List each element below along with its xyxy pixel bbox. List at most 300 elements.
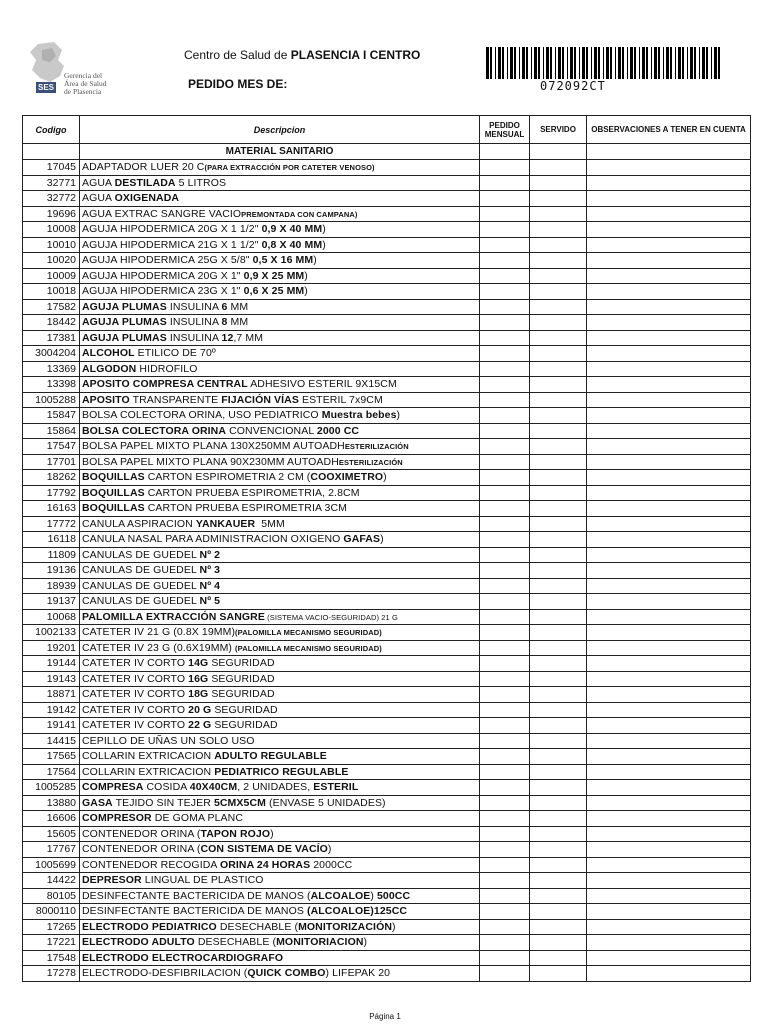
description-text: CATETER IV 21 G (0.8X 19MM) (82, 626, 236, 639)
observaciones-cell[interactable] (587, 640, 751, 656)
servido-cell[interactable] (530, 361, 587, 377)
description-text: MM (227, 316, 249, 329)
barcode-bar (522, 47, 525, 79)
servido-cell[interactable] (530, 795, 587, 811)
table-row (23, 594, 751, 610)
item-code: 1005288 (23, 392, 80, 408)
pedido-cell[interactable] (480, 594, 530, 610)
description-text: INSULINA (166, 316, 222, 329)
barcode-bar (610, 47, 612, 79)
servido-cell[interactable] (530, 609, 587, 625)
observaciones-cell[interactable] (587, 253, 751, 269)
servido-cell[interactable] (530, 160, 587, 176)
pedido-cell[interactable] (480, 764, 530, 780)
servido-cell[interactable] (530, 315, 587, 331)
item-description (80, 392, 480, 408)
servido-cell[interactable] (530, 811, 587, 827)
item-code: 18939 (23, 578, 80, 594)
barcode-bar (574, 47, 576, 79)
pedido-cell[interactable] (480, 609, 530, 625)
servido-cell[interactable] (530, 346, 587, 362)
pedido-cell[interactable] (480, 950, 530, 966)
servido-cell[interactable] (530, 594, 587, 610)
table-row (23, 625, 751, 641)
servido-cell[interactable] (530, 408, 587, 424)
pedido-cell[interactable] (480, 919, 530, 935)
description-text: AGUJA PLUMAS (82, 331, 167, 344)
pedido-cell[interactable] (480, 780, 530, 796)
description-text: CANULAS DE GUEDEL (82, 548, 200, 561)
pedido-cell[interactable] (480, 718, 530, 734)
item-description (80, 950, 480, 966)
pedido-cell[interactable] (480, 237, 530, 253)
description-text: BOQUILLAS (82, 486, 145, 499)
observaciones-cell[interactable] (587, 625, 751, 641)
table-row (23, 330, 751, 346)
observaciones-cell[interactable] (587, 222, 751, 238)
servido-cell[interactable] (530, 578, 587, 594)
servido-cell[interactable] (530, 687, 587, 703)
pedido-cell[interactable] (480, 377, 530, 393)
description-text: AGUJA HIPODERMICA 21G X 1 1/2" (82, 238, 262, 251)
item-description (80, 702, 480, 718)
item-code: 17278 (23, 966, 80, 982)
barcode-number: 072092CT (540, 79, 606, 93)
pedido-cell[interactable] (480, 361, 530, 377)
barcode-bar (627, 47, 628, 79)
observaciones-cell[interactable] (587, 206, 751, 222)
barcode-bar (666, 47, 669, 79)
servido-cell[interactable] (530, 532, 587, 548)
item-code: 10010 (23, 237, 80, 253)
item-description (80, 470, 480, 486)
pedido-cell[interactable] (480, 795, 530, 811)
item-description (80, 222, 480, 238)
servido-cell[interactable] (530, 718, 587, 734)
description-text: ) (363, 936, 368, 949)
barcode-bar (651, 47, 652, 79)
observaciones-cell[interactable] (587, 439, 751, 455)
barcode-bar (543, 47, 544, 79)
servido-cell[interactable] (530, 873, 587, 889)
observaciones-cell[interactable] (587, 346, 751, 362)
barcode-bar (690, 47, 693, 79)
description-text: ESTERIL (313, 781, 359, 794)
servido-cell[interactable] (530, 485, 587, 501)
servido-cell[interactable] (530, 857, 587, 873)
description-text: PALOMILLA EXTRACCIÓN SANGRE (82, 610, 265, 623)
observaciones-cell[interactable] (587, 888, 751, 904)
servido-cell[interactable] (530, 516, 587, 532)
pedido-cell[interactable] (480, 857, 530, 873)
section-title: MATERIAL SANITARIO (80, 144, 480, 160)
observaciones-cell[interactable] (587, 795, 751, 811)
item-description (80, 346, 480, 362)
pedido-cell[interactable] (480, 160, 530, 176)
pedido-cell[interactable] (480, 873, 530, 889)
servido-cell[interactable] (530, 563, 587, 579)
description-text: (PARA EXTRACCIÓN POR CATETER VENOSO) (204, 163, 375, 173)
col-descripcion: Descripcion (80, 116, 480, 144)
item-code: 17547 (23, 439, 80, 455)
description-text: CANULA NASAL PARA ADMINISTRACION OXIGENO (82, 533, 344, 546)
pedido-cell[interactable] (480, 904, 530, 920)
item-description (80, 656, 480, 672)
pedido-cell[interactable] (480, 516, 530, 532)
description-text: APOSITO (82, 393, 130, 406)
description-text: 0,6 X 25 MM (243, 285, 305, 298)
servido-cell[interactable] (530, 299, 587, 315)
table-row (23, 671, 751, 687)
observaciones-cell[interactable] (587, 454, 751, 470)
observaciones-cell[interactable] (587, 470, 751, 486)
item-description (80, 191, 480, 207)
observaciones-cell[interactable] (587, 609, 751, 625)
description-text: Nº 4 (199, 579, 221, 592)
observaciones-cell[interactable] (587, 811, 751, 827)
pedido-cell[interactable] (480, 578, 530, 594)
table-row (23, 237, 751, 253)
servido-cell[interactable] (530, 625, 587, 641)
pedido-cell[interactable] (480, 439, 530, 455)
item-code: 10068 (23, 609, 80, 625)
item-code: 15605 (23, 826, 80, 842)
description-text: AGUJA HIPODERMICA 20G X 1" (82, 269, 244, 282)
barcode-bar (670, 47, 672, 79)
item-code: 14415 (23, 733, 80, 749)
item-description (80, 485, 480, 501)
pedido-cell[interactable] (480, 392, 530, 408)
servido-cell[interactable] (530, 423, 587, 439)
pedido-cell[interactable] (480, 733, 530, 749)
description-text: ORINA 24 HORAS (219, 858, 311, 871)
observaciones-cell[interactable] (587, 826, 751, 842)
pedido-cell[interactable] (480, 253, 530, 269)
description-text: 2000 CC (316, 424, 360, 437)
servido-cell[interactable] (530, 547, 587, 563)
item-code: 19143 (23, 671, 80, 687)
servido-cell[interactable] (530, 656, 587, 672)
observaciones-cell[interactable] (587, 392, 751, 408)
description-text: 500CC (376, 889, 411, 902)
observaciones-cell[interactable] (587, 904, 751, 920)
pedido-cell[interactable] (480, 423, 530, 439)
pedido-cell[interactable] (480, 702, 530, 718)
item-code: 17582 (23, 299, 80, 315)
description-text: TRANSPARENTE (129, 393, 222, 406)
observaciones-cell[interactable] (587, 749, 751, 765)
description-text: ) (270, 827, 274, 840)
col-servido: SERVIDO (530, 116, 587, 144)
barcode-bar (615, 47, 616, 79)
servido-cell[interactable] (530, 764, 587, 780)
pedido-cell[interactable] (480, 206, 530, 222)
pedido-cell[interactable] (480, 935, 530, 951)
observaciones-cell[interactable] (587, 361, 751, 377)
table-row (23, 175, 751, 191)
servido-cell[interactable] (530, 175, 587, 191)
observaciones-cell[interactable] (587, 656, 751, 672)
servido-cell[interactable] (530, 640, 587, 656)
pedido-cell[interactable] (480, 811, 530, 827)
servido-cell[interactable] (530, 966, 587, 982)
item-description (80, 408, 480, 424)
observaciones-cell[interactable] (587, 702, 751, 718)
barcode-bar (570, 47, 573, 79)
servido-cell[interactable] (530, 749, 587, 765)
barcode-bar (486, 47, 489, 79)
observaciones-cell[interactable] (587, 423, 751, 439)
barcode-bar (519, 47, 520, 79)
servido-cell[interactable] (530, 826, 587, 842)
observaciones-cell[interactable] (587, 299, 751, 315)
servido-cell[interactable] (530, 888, 587, 904)
pedido-cell[interactable] (480, 330, 530, 346)
servido-cell[interactable] (530, 935, 587, 951)
servido-cell[interactable] (530, 702, 587, 718)
table-row (23, 749, 751, 765)
pedido-cell[interactable] (480, 671, 530, 687)
item-description (80, 160, 480, 176)
observaciones-cell[interactable] (587, 919, 751, 935)
barcode-bar (706, 47, 708, 79)
item-description (80, 625, 480, 641)
item-description (80, 578, 480, 594)
item-code: 17767 (23, 842, 80, 858)
description-text: 5 LITROS (175, 176, 227, 189)
servido-cell[interactable] (530, 330, 587, 346)
pedido-cell[interactable] (480, 222, 530, 238)
pedido-cell[interactable] (480, 842, 530, 858)
observaciones-cell[interactable] (587, 857, 751, 873)
table-row (23, 547, 751, 563)
observaciones-cell[interactable] (587, 950, 751, 966)
pedido-cell[interactable] (480, 826, 530, 842)
description-text: GAFAS (343, 533, 381, 546)
item-code: 17701 (23, 454, 80, 470)
item-code: 19137 (23, 594, 80, 610)
observaciones-cell[interactable] (587, 315, 751, 331)
observaciones-cell[interactable] (587, 191, 751, 207)
item-code: 17792 (23, 485, 80, 501)
servido-cell[interactable] (530, 842, 587, 858)
observaciones-cell[interactable] (587, 780, 751, 796)
barcode-bar (546, 47, 549, 79)
item-description (80, 873, 480, 889)
description-text: COLLARIN EXTRICACION (82, 765, 215, 778)
pedido-cell[interactable] (480, 687, 530, 703)
item-description (80, 268, 480, 284)
item-code: 8000110 (23, 904, 80, 920)
item-description (80, 563, 480, 579)
observaciones-cell[interactable] (587, 547, 751, 563)
pedido-cell[interactable] (480, 175, 530, 191)
servido-cell[interactable] (530, 253, 587, 269)
description-text: Nº 3 (199, 564, 221, 577)
item-code: 19696 (23, 206, 80, 222)
barcode-bar (558, 47, 561, 79)
observaciones-cell[interactable] (587, 237, 751, 253)
barcode-bar (702, 47, 705, 79)
description-text: ELECTRODO ADULTO (82, 936, 195, 949)
description-text: DESINFECTANTE BACTERICIDA DE MANOS (82, 905, 307, 918)
servido-cell[interactable] (530, 439, 587, 455)
servido-cell[interactable] (530, 222, 587, 238)
description-text: ) (392, 920, 396, 933)
pedido-cell[interactable] (480, 284, 530, 300)
description-text: ALGODON (82, 362, 137, 375)
observaciones-cell[interactable] (587, 408, 751, 424)
servido-cell[interactable] (530, 780, 587, 796)
observaciones-cell[interactable] (587, 330, 751, 346)
servido-cell[interactable] (530, 470, 587, 486)
pedido-cell[interactable] (480, 454, 530, 470)
servido-cell[interactable] (530, 206, 587, 222)
pedido-cell[interactable] (480, 191, 530, 207)
item-code: 1002133 (23, 625, 80, 641)
description-text: 2000CC (310, 858, 353, 871)
description-text: COMPRESOR (82, 812, 152, 825)
barcode-bar (630, 47, 633, 79)
servido-cell[interactable] (530, 377, 587, 393)
observaciones-cell[interactable] (587, 532, 751, 548)
barcode-bar (711, 47, 712, 79)
description-text: 18G (188, 688, 209, 701)
description-text: 0,8 X 40 MM (261, 238, 323, 251)
observaciones-cell[interactable] (587, 284, 751, 300)
table-row (23, 532, 751, 548)
pedido-cell[interactable] (480, 501, 530, 517)
logo-text: Gerencia del Área de Salud de Plasencia (64, 71, 107, 96)
barcode-bar (678, 47, 681, 79)
item-description (80, 857, 480, 873)
servido-cell[interactable] (530, 237, 587, 253)
description-text: CONTENEDOR ORINA ( (82, 827, 201, 840)
observaciones-cell[interactable] (587, 485, 751, 501)
observaciones-cell[interactable] (587, 594, 751, 610)
pedido-cell[interactable] (480, 315, 530, 331)
servido-cell[interactable] (530, 268, 587, 284)
table-row (23, 516, 751, 532)
observaciones-cell[interactable] (587, 764, 751, 780)
pedido-cell[interactable] (480, 625, 530, 641)
pedido-cell[interactable] (480, 966, 530, 982)
table-row (23, 160, 751, 176)
servido-cell[interactable] (530, 904, 587, 920)
observaciones-cell[interactable] (587, 160, 751, 176)
servido-cell[interactable] (530, 950, 587, 966)
observaciones-cell[interactable] (587, 873, 751, 889)
item-code: 16118 (23, 532, 80, 548)
item-code: 10009 (23, 268, 80, 284)
item-code: 17772 (23, 516, 80, 532)
observaciones-cell[interactable] (587, 516, 751, 532)
pedido-cell[interactable] (480, 485, 530, 501)
item-description (80, 516, 480, 532)
item-description (80, 640, 480, 656)
description-text: 5CMX5CM (213, 796, 266, 809)
barcode-bar (622, 47, 624, 79)
servido-cell[interactable] (530, 454, 587, 470)
description-text: (ALCOALOE)125CC (307, 905, 408, 918)
table-row (23, 826, 751, 842)
servido-cell[interactable] (530, 733, 587, 749)
item-code: 13398 (23, 377, 80, 393)
pedido-cell[interactable] (480, 547, 530, 563)
item-description (80, 749, 480, 765)
pedido-cell[interactable] (480, 299, 530, 315)
item-code: 19136 (23, 563, 80, 579)
pedido-cell[interactable] (480, 749, 530, 765)
description-text: QUICK COMBO (247, 967, 326, 980)
table-row (23, 191, 751, 207)
pedido-cell[interactable] (480, 470, 530, 486)
item-description (80, 966, 480, 982)
description-text: MM (227, 300, 249, 313)
servido-cell[interactable] (530, 671, 587, 687)
observaciones-cell[interactable] (587, 935, 751, 951)
description-text: TEJIDO SIN TEJER (112, 796, 214, 809)
description-text: Nº 2 (199, 548, 221, 561)
description-text: ESTERIL 7x9CM (298, 393, 383, 406)
description-text: DESTILADA (114, 176, 176, 189)
description-text: ELECTRODO PEDIATRICO (82, 920, 217, 933)
observaciones-cell[interactable] (587, 733, 751, 749)
observaciones-cell[interactable] (587, 671, 751, 687)
pedido-cell[interactable] (480, 268, 530, 284)
servido-cell[interactable] (530, 392, 587, 408)
description-text: ) LIFEPAK 20 (325, 967, 391, 980)
pedido-cell[interactable] (480, 888, 530, 904)
observaciones-cell[interactable] (587, 718, 751, 734)
pedido-cell[interactable] (480, 346, 530, 362)
description-text: AGUA (82, 176, 115, 189)
observaciones-cell[interactable] (587, 268, 751, 284)
observaciones-cell[interactable] (587, 687, 751, 703)
observaciones-cell[interactable] (587, 842, 751, 858)
pedido-cell[interactable] (480, 656, 530, 672)
section-row (23, 144, 751, 160)
servido-cell[interactable] (530, 284, 587, 300)
observaciones-cell[interactable] (587, 175, 751, 191)
observaciones-cell[interactable] (587, 966, 751, 982)
item-code: 1005285 (23, 780, 80, 796)
pedido-cell[interactable] (480, 408, 530, 424)
pedido-cell[interactable] (480, 563, 530, 579)
servido-cell[interactable] (530, 501, 587, 517)
description-text: MONITORIZACIÓN (298, 920, 393, 933)
servido-cell[interactable] (530, 191, 587, 207)
pedido-cell[interactable] (480, 640, 530, 656)
observaciones-cell[interactable] (587, 377, 751, 393)
item-description (80, 764, 480, 780)
observaciones-cell[interactable] (587, 578, 751, 594)
item-description (80, 284, 480, 300)
description-text: CONVENCIONAL (226, 424, 317, 437)
item-code: 17221 (23, 935, 80, 951)
barcode-bar (682, 47, 684, 79)
item-description (80, 423, 480, 439)
table-row (23, 640, 751, 656)
observaciones-cell[interactable] (587, 563, 751, 579)
description-text: 0,9 X 25 MM (243, 269, 305, 282)
observaciones-cell[interactable] (587, 501, 751, 517)
table-row (23, 563, 751, 579)
table-row (23, 904, 751, 920)
servido-cell[interactable] (530, 919, 587, 935)
description-text: BOQUILLAS (82, 471, 145, 484)
pedido-cell[interactable] (480, 532, 530, 548)
